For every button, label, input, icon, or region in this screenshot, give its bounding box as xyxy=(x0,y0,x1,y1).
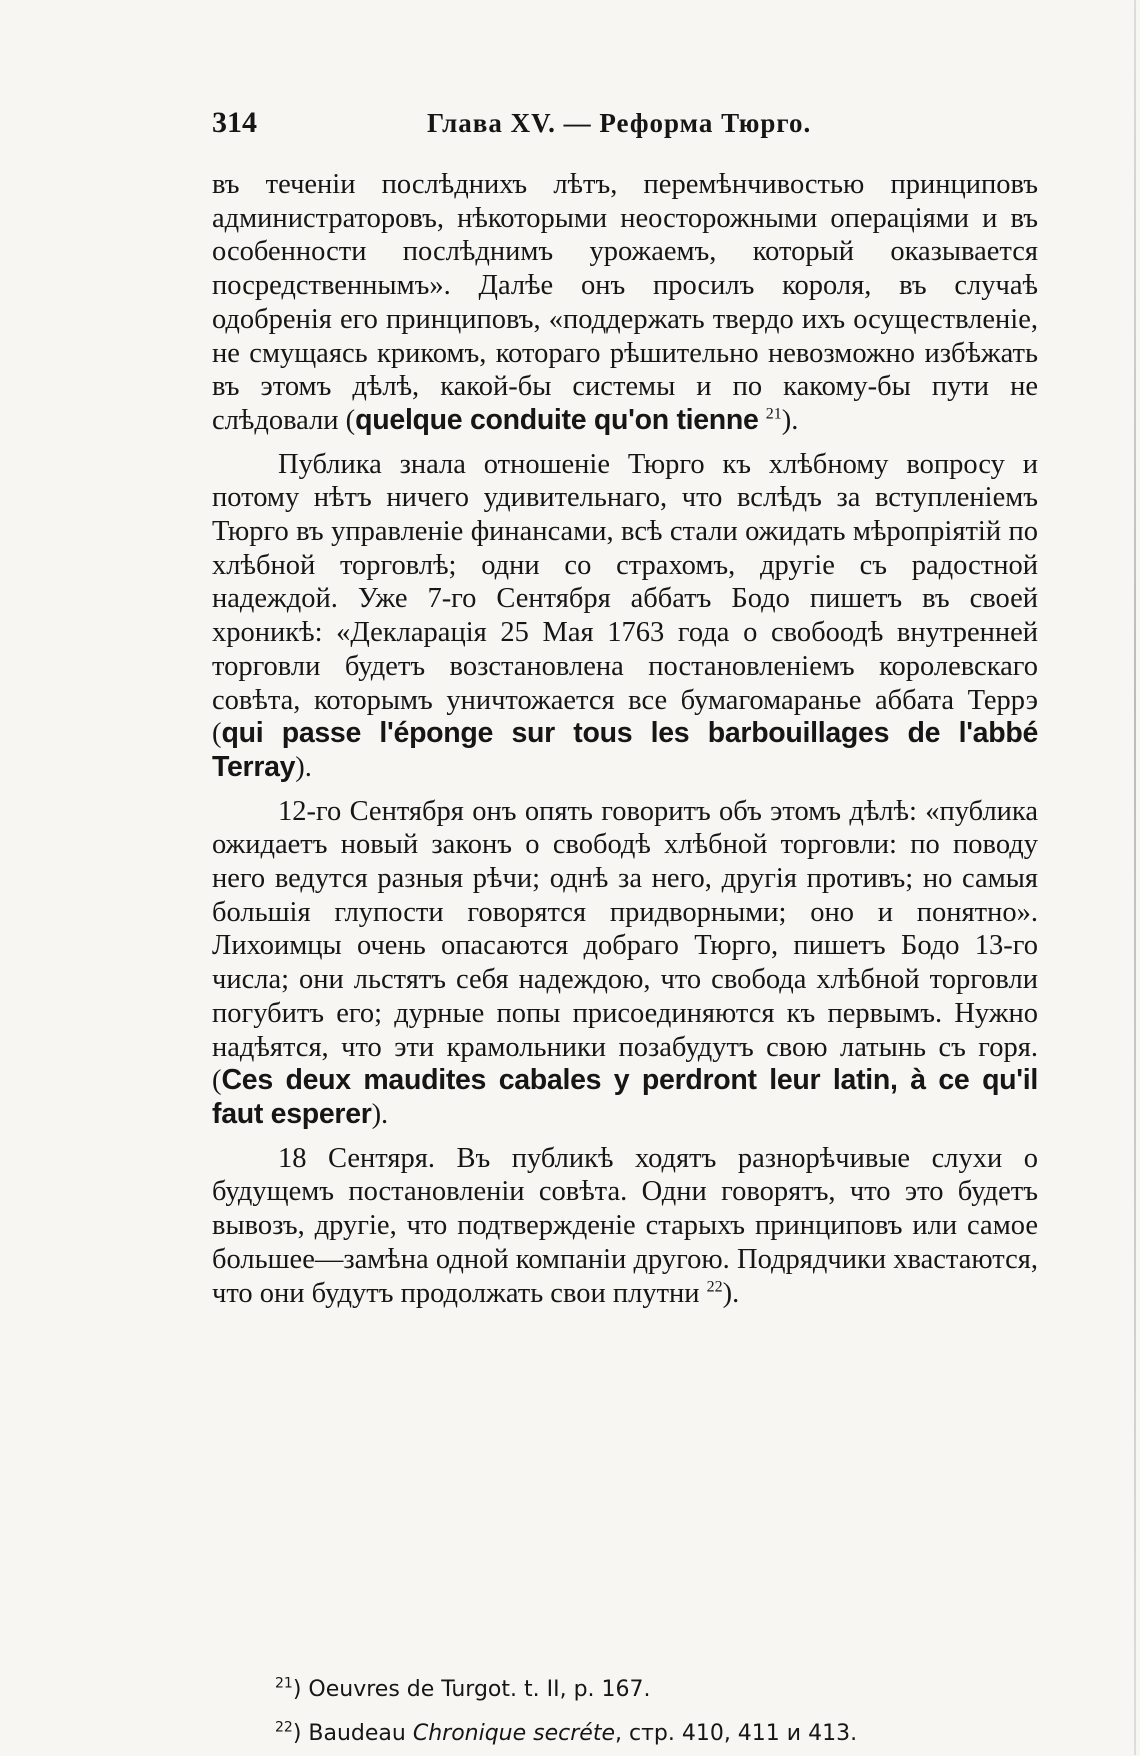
footnote-text: , стр. 410, 411 и 413. xyxy=(614,1721,858,1746)
body-text xyxy=(212,168,1038,1310)
paragraph-tail: ). xyxy=(781,404,799,436)
latin-quote: qui passe l'éponge sur tous les barbouillages de l'abbé Terray xyxy=(212,717,1038,783)
paragraph-1 xyxy=(212,168,1038,438)
footnote-ref: 22 xyxy=(706,1278,723,1295)
paragraph-tail-pre xyxy=(759,405,766,436)
paragraph-tail: ). xyxy=(371,1098,389,1130)
paragraph-4 xyxy=(212,1142,1038,1311)
paragraph-text: 18 Сентяря. Въ публикѣ ходятъ разнорѣчивые слухи о будущемъ постановленіи совѣта. Одни говорятъ, что это будетъ вывозъ, другіе, что подтвержденіе старыхъ принциповъ или самое большее—замѣна одной компаніи другою. Подрядчики хвастаются, что они будутъ продолжать свои плутни xyxy=(212,1142,1038,1309)
footnote-text: ) Oeuvres de Turgot. t. II, p. 167. xyxy=(292,1677,651,1702)
latin-quote: Ces deux maudites cabales y perdront leur latin, à ce qu'il faut esperer xyxy=(212,1064,1038,1130)
paragraph-tail: ). xyxy=(722,1277,740,1309)
footnote-22 xyxy=(275,1712,995,1756)
paragraph-3 xyxy=(212,795,1038,1132)
paragraph-2 xyxy=(212,448,1038,785)
footnote-text: ) Baudeau xyxy=(292,1721,413,1746)
footnote-21 xyxy=(275,1668,995,1712)
paragraph-text: Публика знала отношеніе Тюрго къ хлѣбному вопросу и потому нѣтъ ничего удивительнаго, что вслѣдъ за вступленіемъ Тюрго въ управленіе финансами, всѣ стали ожидать мѣропріятій по хлѣбной торговлѣ; одни со страхомъ, другіе съ радостной надеждой. Уже 7-го Сентября аббатъ Бодо пишетъ въ своей хроникѣ: «Декларація 25 Мая 1763 года о свобоодѣ внутренней торговли будетъ возстановлена постановленіемъ королевскаго совѣта, которымъ уничтожается все бумагомаранье аббата Террэ ( xyxy=(212,448,1038,750)
footnote-mark: 22 xyxy=(275,1719,293,1736)
footnote-mark: 21 xyxy=(275,1675,293,1692)
footnotes xyxy=(275,1668,995,1756)
running-head: Глава XV. — Реформа Тюрго. xyxy=(427,108,812,138)
scan-edge xyxy=(1134,0,1136,1755)
page-header xyxy=(212,106,1042,146)
footnote-title: Chronique secréte xyxy=(412,1721,615,1746)
page-number: 314 xyxy=(212,106,257,139)
latin-quote: quelque conduite qu'on tienne xyxy=(355,403,759,436)
paragraph-tail: ). xyxy=(295,751,312,783)
footnote-ref: 21 xyxy=(765,405,782,423)
paragraph-text: 12-го Сентября онъ опять говоритъ объ этомъ дѣлѣ: «публика ожидаетъ новый законъ о свободѣ хлѣбной торговли: по поводу него ведутся разныя рѣчи; однѣ за него, другія противъ; но самыя большія глупости говорятся придворными; оно и понятно». Лихоимцы очень опасаются добраго Тюрго, пишетъ Бодо 13-го числа; они льстятъ себя надеждою, что свобода хлѣбной торговли погубитъ его; дурные попы присоединяются къ первымъ. Нужно надѣятся, что эти крамольники позабудутъ свою латынь съ горя. ( xyxy=(212,795,1038,1097)
paragraph-text: въ теченіи послѣднихъ лѣтъ, перемѣнчивостью принциповъ администраторовъ, нѣкоторыми неосторожными операціями и въ особенности послѣднимъ урожаемъ, который оказывается посредственнымъ». Далѣе онъ просилъ короля, въ случаѣ одобренія его принциповъ, «поддержать твердо ихъ осуществленіе, не смущаясь крикомъ, котораго рѣшительно невозможно избѣжать въ этомъ дѣлѣ, какой-бы системы и по какому-бы пути не слѣдовали ( xyxy=(212,169,1038,436)
